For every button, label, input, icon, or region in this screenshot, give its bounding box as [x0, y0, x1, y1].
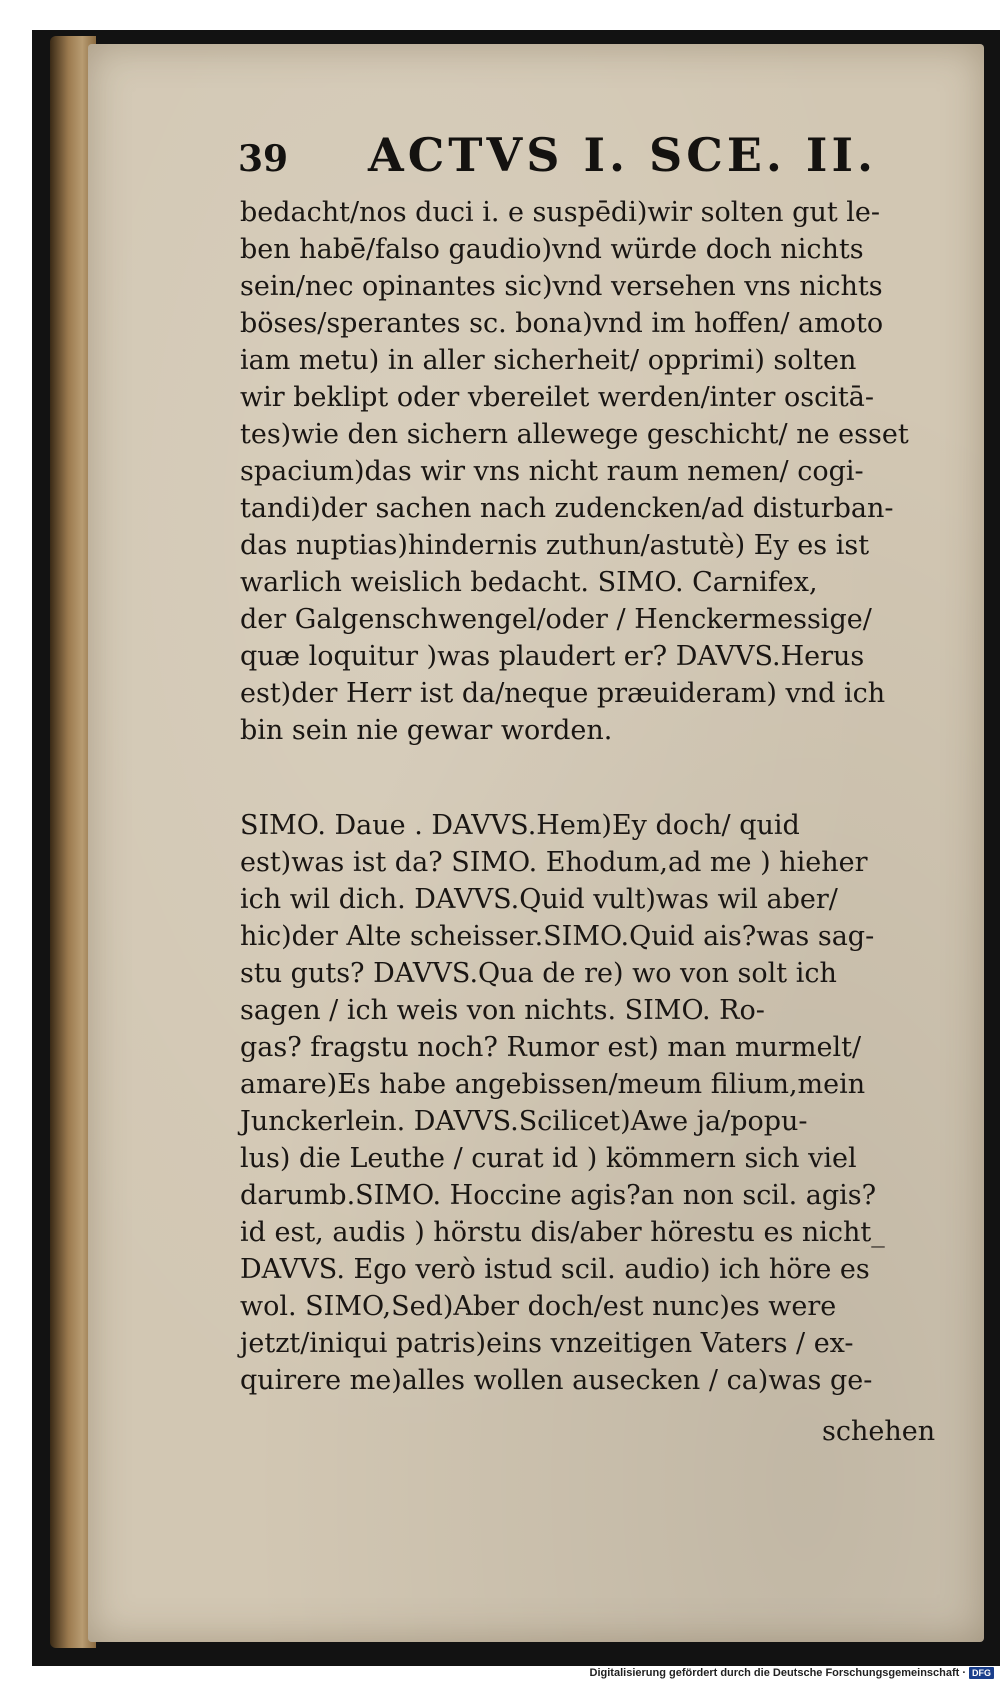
text-line: tes)wie den sichern allewege geschicht/ ne esset	[240, 419, 909, 450]
text-line: das nuptias)hindernis zuthun/astutè) Ey es ist	[240, 530, 870, 561]
digitization-credit	[590, 1666, 994, 1680]
running-head: ACTVS I. SCE. II.	[368, 128, 877, 182]
text-line: stu guts? DAVVS.Qua de re) wo von solt ich	[240, 958, 837, 989]
text-line: iam metu) in aller sicherheit/ opprimi) solten	[240, 345, 857, 376]
text-line: est)der Herr ist da/neque præuideram) vnd ich	[240, 678, 886, 709]
text-line: sagen / ich weis von nichts. SIMO. Ro-	[240, 995, 765, 1026]
paragraph-gap	[240, 749, 940, 807]
credit-text: Digitalisierung gefördert durch die Deutsche Forschungsgemeinschaft	[589, 1667, 960, 1679]
text-line: jetzt/iniqui patris)eins vnzeitigen Vaters / ex-	[240, 1328, 854, 1359]
text-line: lus) die Leuthe / curat id ) kömmern sich viel	[240, 1143, 857, 1174]
text-line: böses/sperantes sc. bona)vnd im hoffen/ amoto	[240, 308, 884, 339]
text-line: der Galgenschwengel/oder / Henckermessige/	[240, 604, 872, 635]
text-line: wir beklipt oder vbereilet werden/inter oscitā-	[240, 382, 874, 413]
text-line: hic)der Alte scheisser.SIMO.Quid ais?was sag-	[240, 921, 875, 952]
text-line: bedacht/nos duci i. e suspēdi)wir solten gut le-	[240, 197, 880, 228]
text-line: gas? fragstu noch? Rumor est) man murmelt/	[240, 1032, 862, 1063]
text-line: ben habē/falso gaudio)vnd würde doch nichts	[240, 234, 864, 265]
text-line: SIMO. Daue . DAVVS.Hem)Ey doch/ quid	[240, 810, 800, 841]
text-line: wol. SIMO,Sed)Aber doch/est nunc)es were	[240, 1291, 837, 1322]
text-line: ich wil dich. DAVVS.Quid vult)was wil aber/	[240, 884, 838, 915]
credit-separator: ·	[962, 1667, 966, 1679]
text-line: id est, audis ) hörstu dis/aber hörestu es nicht_	[240, 1217, 885, 1248]
text-line: amare)Es habe angebissen/meum filium,mein	[240, 1069, 866, 1100]
text-line: tandi)der sachen nach zudencken/ad disturban-	[240, 493, 894, 524]
page-number: 39	[238, 138, 289, 180]
text-line: warlich weislich bedacht. SIMO. Carnifex,	[240, 567, 818, 598]
text-line: darumb.SIMO. Hoccine agis?an non scil. agis?	[240, 1180, 877, 1211]
catchword: schehen	[822, 1416, 936, 1447]
page-header	[148, 128, 888, 188]
text-line: Junckerlein. DAVVS.Scilicet)Awe ja/popu-	[240, 1106, 808, 1137]
text-line: est)was ist da? SIMO. Ehodum,ad me ) hieher	[240, 847, 868, 878]
text-line: DAVVS. Ego verò istud scil. audio) ich höre es	[240, 1254, 870, 1285]
text-line: sein/nec opinantes sic)vnd versehen vns nichts	[240, 271, 883, 302]
text-line: quirere me)alles wollen ausecken / ca)was ge-	[240, 1365, 873, 1396]
text-line: quæ loquitur )was plaudert er? DAVVS.Herus	[240, 641, 865, 672]
dfg-logo: DFG	[969, 1667, 994, 1679]
page-body-text	[240, 194, 940, 1399]
text-line: bin sein nie gewar worden.	[240, 715, 613, 746]
text-line: spacium)das wir vns nicht raum nemen/ cogi-	[240, 456, 864, 487]
